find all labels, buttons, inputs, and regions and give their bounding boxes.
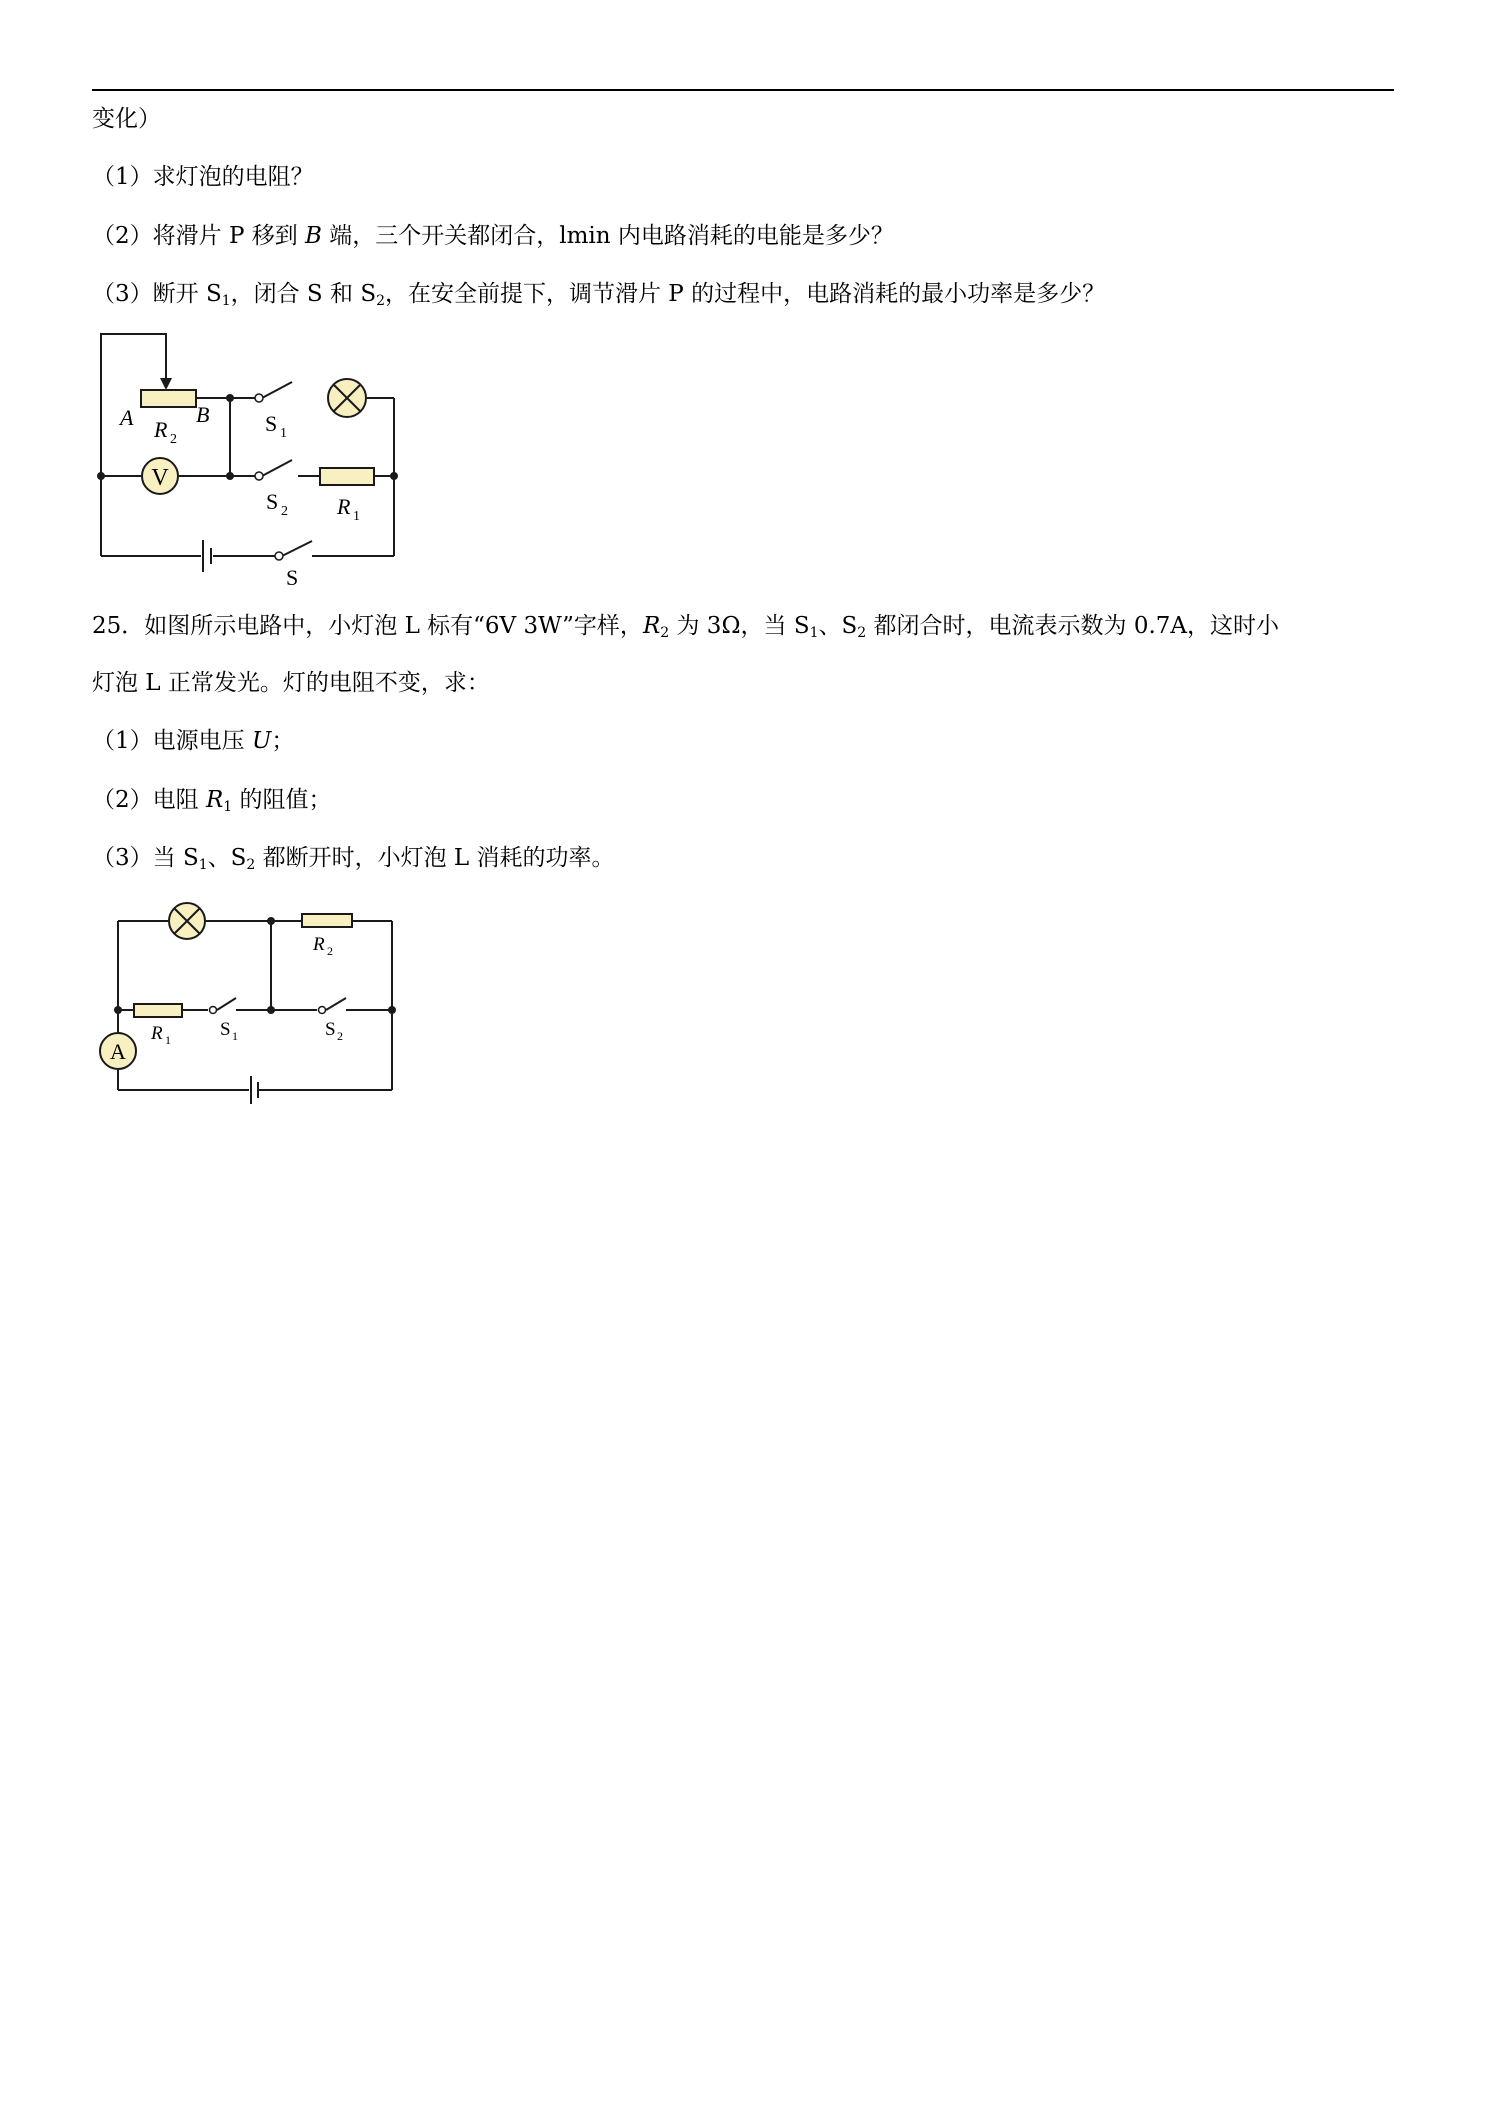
ammeter-icon: [100, 1033, 136, 1069]
label-r1: R: [151, 1023, 163, 1044]
label-s2-sub: 2: [337, 1029, 343, 1043]
q24-tail: 变化）: [92, 106, 161, 132]
q25-part3: （3）当 $S_1$、$S_2$ 都断开时，小灯泡 L 消耗的功率。: [92, 845, 615, 873]
label-s2: S: [325, 1019, 336, 1040]
label-s2-sub: 2: [281, 504, 288, 519]
label-s1-sub: 1: [280, 426, 287, 441]
label-s: S: [286, 565, 299, 590]
q24-part2: （2）将滑片 P 移到 B 端，三个开关都闭合，lmin 内电路消耗的电能是多少？: [92, 223, 894, 249]
switch-s1: [210, 1007, 217, 1014]
resistor-r1: [134, 1004, 182, 1017]
label-r2-sub: 2: [327, 944, 333, 958]
resistor-r2: [302, 914, 352, 927]
q25-line1: 25．如图所示电路中，小灯泡 L 标有“6V 3W”字样，$R_2$ 为 3Ω，当 $S_1$、$S_2$ 都闭合时，电流表示数为 0.7A，这时小: [92, 613, 1280, 641]
lamp-icon: [169, 903, 205, 939]
svg-text:V: V: [151, 465, 169, 491]
q25-part1: （1）电源电压 U；: [92, 728, 295, 754]
q25-line2: 灯泡 L 正常发光。灯的电阻不变，求：: [92, 670, 490, 696]
label-a: A: [120, 405, 134, 430]
label-r2: R: [313, 934, 325, 955]
label-b: B: [196, 402, 210, 427]
svg-text:A: A: [110, 1039, 126, 1064]
label-r1: R: [337, 494, 351, 519]
q24-part1: （1）求灯泡的电阻？: [92, 164, 314, 190]
battery-icon: [251, 1076, 258, 1104]
label-s1: S: [265, 411, 278, 436]
q24-part3: （3）断开 $S_1$，闭合 S 和 $S_2$，在安全前提下，调节滑片 P 的过程中，电路消耗的最小功率是多少？: [92, 281, 1106, 309]
label-r1-sub: 1: [165, 1033, 171, 1047]
label-s2: S: [266, 489, 279, 514]
switch-s2: [319, 1007, 326, 1014]
q25-part2: （2）电阻 $R_1$ 的阻值；: [92, 787, 332, 815]
q25-circuit-diagram: [0, 0, 420, 1120]
label-s1: S: [220, 1019, 231, 1040]
label-r2: R: [154, 417, 168, 442]
label-r1-sub: 1: [353, 509, 360, 524]
label-s1-sub: 1: [232, 1029, 238, 1043]
label-r2-sub: 2: [170, 432, 177, 447]
